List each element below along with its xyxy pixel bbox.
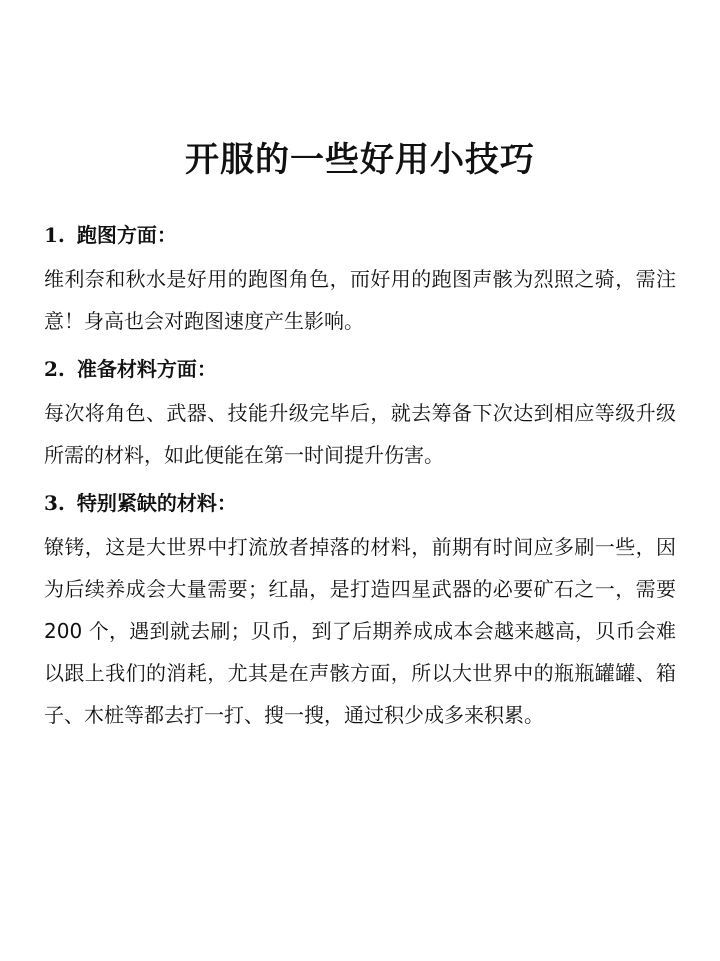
section-number: 2. [44, 357, 65, 381]
section-heading-text: 准备材料方面： [76, 357, 217, 381]
section-materials [44, 350, 676, 476]
section-number: 3. [44, 491, 65, 515]
section-heading-text: 跑图方面： [76, 223, 177, 247]
section-body: 每次将角色、武器、技能升级完毕后，就去筹备下次达到相应等级升级所需的材料，如此便能在第一时间提升伤害。 [44, 401, 676, 467]
section-number: 1. [44, 223, 65, 247]
section-heading-text: 特别紧缺的材料： [76, 491, 237, 515]
section-heading [44, 484, 676, 522]
section-running [44, 216, 676, 342]
section-scarce-materials [44, 484, 676, 736]
section-heading [44, 216, 676, 254]
section-body: 维利奈和秋水是好用的跑图角色，而好用的跑图声骸为烈照之骑，需注意！身高也会对跑图速度产生影响。 [44, 267, 676, 333]
section-body: 镣铐，这是大世界中打流放者掉落的材料，前期有时间应多刷一些，因为后续养成会大量需要；红晶，是打造四星武器的必要矿石之一，需要 200 个，遇到就去刷；贝币，到了后期养成成本会越来越高，贝币会难以跟上我们的消耗，尤其是在声骸方面，所以大世界中的瓶瓶罐罐、箱子、木桩等都去打一打、搜一搜，通过积少成多来积累。 [44, 535, 676, 727]
page-title: 开服的一些好用小技巧 [185, 140, 535, 180]
sections-list [44, 216, 676, 736]
section-heading [44, 350, 676, 388]
